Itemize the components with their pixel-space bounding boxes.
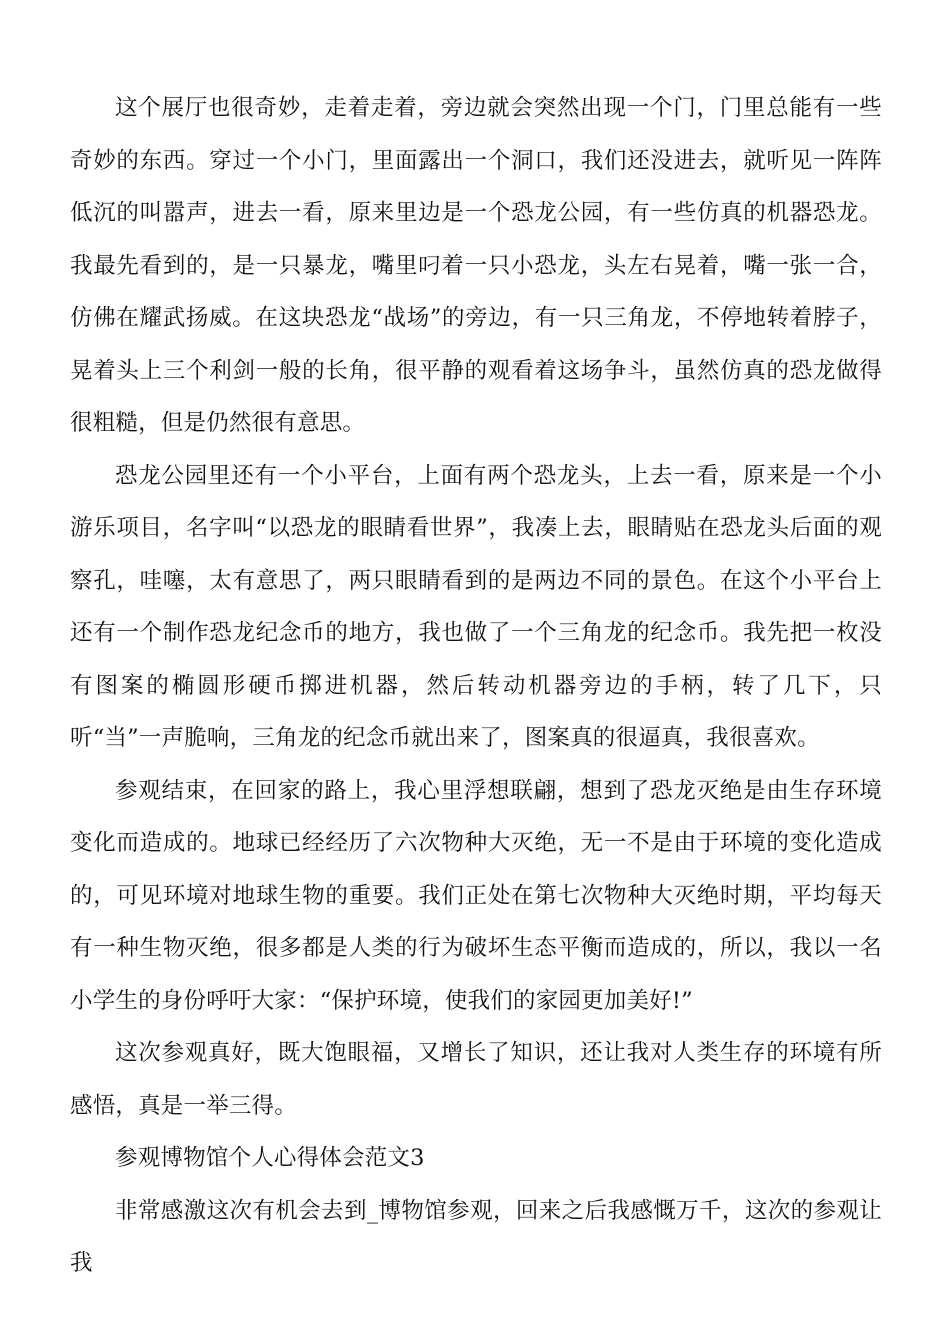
paragraph-dinosaur-park: 这个展厅也很奇妙，走着走着，旁边就会突然出现一个门，门里总能有一些奇妙的东西。穿过一个小门，里面露出一个洞口，我们还没进去，就听见一阵阵低沉的叫嚣声，进去一看，原来里边是一个恐龙公园，有一些仿真的机器恐龙。我最先看到的，是一只暴龙，嘴里叼着一只小恐龙，头左右晃着，嘴一张一合，仿佛在耀武扬威。在这块恐龙“战场”的旁边，有一只三角龙，不停地转着脖子，晃着头上三个利剑一般的长角，很平静的观看着这场争斗，虽然仿真的恐龙做得很粗糙，但是仍然很有意思。 <box>70 95 882 436</box>
document-page <box>70 82 882 1290</box>
paragraph-conclusion: 这次参观真好，既大饱眼福，又增长了知识，还让我对人类生存的环境有所感悟，真是一举三得。 <box>70 1040 882 1119</box>
paragraph-closing: 非常感激这次有机会去到_博物馆参观，回来之后我感慨万千，这次的参观让我 <box>70 1197 882 1276</box>
paragraph-small-platform: 恐龙公园里还有一个小平台，上面有两个恐龙头，上去一看，原来是一个小游乐项目，名字叫“以恐龙的眼睛看世界”，我凑上去，眼睛贴在恐龙头后面的观察孔，哇噻，太有意思了，两只眼睛看到的是两边不同的景色。在这个小平台上还有一个制作恐龙纪念币的地方，我也做了一个三角龙的纪念币。我先把一枚没有图案的椭圆形硬币掷进机器，然后转动机器旁边的手柄，转了几下，只听“当”一声脆响，三角龙的纪念币就出来了，图案真的很逼真，我很喜欢。 <box>70 462 882 751</box>
paragraph-visit-end: 参观结束，在回家的路上，我心里浮想联翩，想到了恐龙灭绝是由生存环境变化而造成的。地球已经经历了六次物种大灭绝，无一不是由于环境的变化造成的，可见环境对地球生物的重要。我们正处在第七次物种大灭绝时期，平均每天有一种生物灭绝，很多都是人类的行为破坏生态平衡而造成的，所以，我以一名小学生的身份呼吁大家：“保护环境，使我们的家园更加美好!” <box>70 777 882 1014</box>
section-heading: 参观博物馆个人心得体会范文3 <box>115 1145 425 1171</box>
